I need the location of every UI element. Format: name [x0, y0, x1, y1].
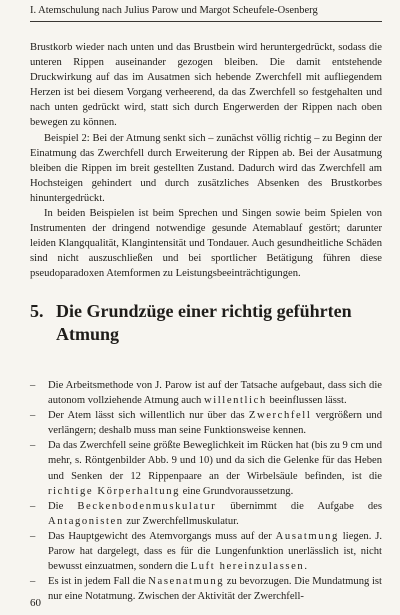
running-header: I. Atemschulung nach Julius Parow und Margot Scheufele-Osenberg — [30, 4, 382, 22]
chapter-number: 5. — [30, 301, 44, 321]
list-item: – Die Beckenbodenmuskulatur übernimmt die Aufgabe des Antagonisten zur Zwerchfellmuskulatur. — [30, 499, 382, 529]
list-item: – Es ist in jedem Fall die Nasenatmung zu bevorzugen. Die Mundatmung ist nur eine Notatmung. Zwischen der Aktivität der Zwerchfell- — [30, 574, 382, 604]
spaced-emphasis: Beckenbodenmuskulatur — [77, 500, 217, 512]
chapter-heading — [30, 300, 382, 346]
list-item: – Da das Zwerchfell seine größte Beweglichkeit im Rücken hat (bis zu 9 cm und mehr, s. Röntgenbilder Abb. 9 und 10) und da sich die Gelenke für das Heben und Senken der 12 Rippenpaare an der Wirbelsäule befinden, ist die richtige Körperhaltung eine Grundvoraussetzung. — [30, 438, 382, 498]
spaced-emphasis: Antagonisten — [48, 515, 124, 527]
list-item: – Das Hauptgewicht des Atemvorgangs muss auf der Ausatmung liegen. J. Parow hat dargelegt, dass es für die Lungenfunktion unerlässlich ist, nicht bewusst einzuatmen, sondern die Luft hereinzulassen. — [30, 529, 382, 574]
paragraph: In beiden Beispielen ist beim Sprechen und Singen sowie beim Spielen von Instrumenten der dringend notwendige gesunde Atemablauf gestört; darunter leiden Klangqualität, Klangintensität und Tondauer. Auch gesundheitliche Schäden sind nicht auszuschließen und bei sportlicher Betätigung führen diese pseudoparadoxen Atemformen zu Leistungsbeeinträchtigungen. — [30, 208, 382, 280]
spaced-emphasis: richtige Körperhaltung — [48, 485, 180, 497]
chapter-title-line1: Die Grundzüge einer richtig geführten — [56, 301, 352, 321]
spaced-emphasis: Luft hereinzulassen — [190, 561, 305, 573]
chapter-title-line2: Atmung — [56, 324, 120, 344]
spaced-emphasis: Nasenatmung — [148, 576, 225, 588]
spaced-emphasis: Zwerchfell — [248, 410, 312, 422]
list-item: – Der Atem lässt sich willentlich nur über das Zwerchfell vergrößern und verlängern; deshalb muss man seine Funktionsweise kennen. — [30, 408, 382, 438]
spaced-emphasis: willentlich — [203, 395, 267, 407]
list-item: – Die Arbeitsmethode von J. Parow ist auf der Tatsache aufgebaut, dass sich die autonom vollziehende Atmung auch willentlich beeinflussen lässt. — [30, 378, 382, 408]
paragraph: Beispiel 2: Bei der Atmung senkt sich – zunächst völlig richtig – zu Beginn der Einatmung das Zwerchfell durch Erweiterung der Rippen ab. Bei der Ausatmung bleiben die Rippen im breit gestellten Zustand. Dadurch wird das Zwerchfell am Hochsteigen gehindert und durch zusätzliches Absenken des Brustkorbes hinuntergedrückt. — [30, 132, 382, 204]
paragraph: Brustkorb wieder nach unten und das Brustbein wird heruntergedrückt, sodass die unteren Rippen auseinander gezogen bleiben. Die damit entstehende Druckwirkung auf das im Ausatmen sich hebende Zwerchfell mit aufliegendem Herzen ist bei diesem Vorgang verheerend, da das Zwerchfell so festgehalten und nach unten gedrückt wird, statt sich durch Engerwerden der Rippen nach oben bewegen zu können. — [30, 42, 382, 129]
spaced-emphasis: Ausatmung — [275, 530, 339, 542]
bullet-list — [30, 378, 382, 604]
page-number: 60 — [30, 597, 41, 609]
body-text — [30, 40, 382, 282]
